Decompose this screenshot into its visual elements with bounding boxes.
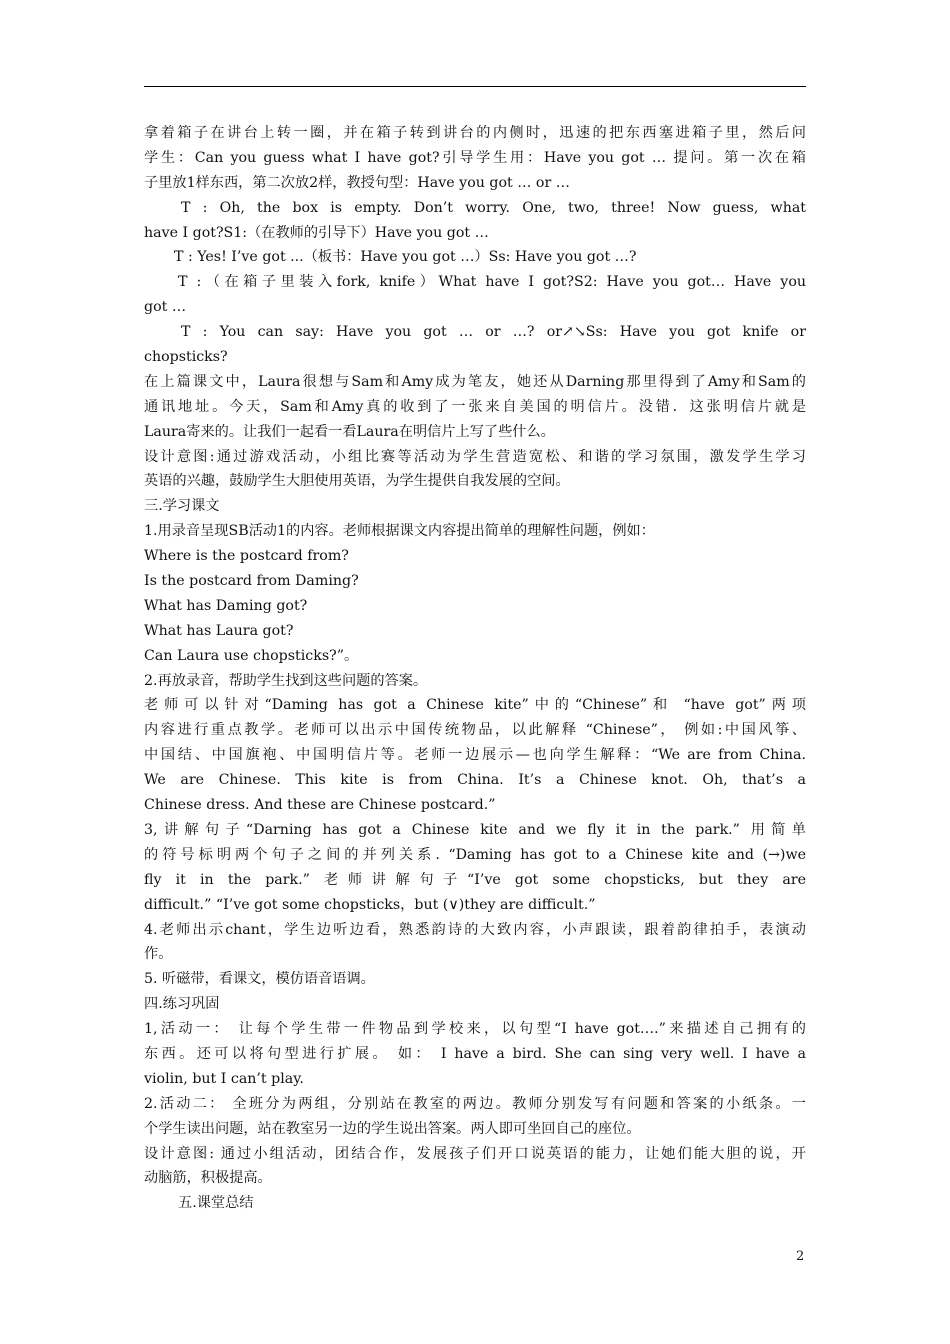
text-line: What has Daming got? — [144, 597, 308, 614]
text-line: 4.老师出示chant，学生边听边看，熟悉韵诗的大致内容，小声跟读，跟着韵律拍手，表演动 — [144, 921, 806, 938]
page-number: 2 — [796, 1249, 805, 1264]
text-line: got … — [144, 299, 187, 316]
text-line: Chinese dress. And these are Chinese postcard.” — [144, 797, 496, 814]
text-line: fly it in the park.” 老师讲解句子“I’ve got some chopsticks, but they are — [144, 871, 806, 888]
text-line: chopsticks? — [144, 349, 228, 366]
text-line: difficult.” “I’ve got some chopsticks，but (∨)they are difficult.” — [144, 896, 596, 913]
text-line: 五.课堂总结 — [178, 1195, 254, 1212]
text-line: 作。 — [144, 946, 173, 963]
text-line: 内容进行重点教学。老师可以出示中国传统物品，以此解释 “Chinese”， 例如:中国风筝、 — [144, 722, 806, 739]
text-line: 2.再放录音，帮助学生找到这些问题的答案。 — [144, 672, 428, 689]
text-line: Is the postcard from Daming? — [144, 573, 359, 590]
text-line: 老师可以针对“Daming has got a Chinese kite”中的“Chinese”和 “have got”两项 — [144, 697, 806, 714]
text-line: T : Yes! I’ve got ...（板书：Have you got …）Ss: Have you got …? — [174, 249, 637, 266]
text-line: Can Laura use chopsticks?”。 — [144, 647, 359, 664]
text-line: 5. 听磁带，看课文，模仿语音语调。 — [144, 971, 375, 988]
text-line: T :（在箱子里装入fork, knife）What have I got?S2: Have you got… Have you — [178, 274, 806, 291]
text-line: 在上篇课文中，Laura很想与Sam和Amy成为笔友，她还从Darning那里得到了Amy和Sam的 — [144, 373, 806, 390]
text-line: 3,讲解句子“Darning has got a Chinese kite and we fly it in the park.” 用简单 — [144, 821, 806, 838]
text-line: Where is the postcard from? — [144, 548, 349, 565]
text-line: 四.练习巩固 — [144, 996, 220, 1013]
text-line: 中国结、中国旗袍、中国明信片等。老师一边展示—也向学生解释：“We are from China. — [144, 747, 806, 764]
text-line: 的符号标明两个句子之间的并列关系. “Daming has got to a Chinese kite and (→)we — [144, 846, 806, 863]
text-line: 三.学习课文 — [144, 498, 220, 515]
text-line: violin, but I can’t play. — [144, 1070, 304, 1087]
text-line: 通讯地址。今天，Sam和Amy真的收到了一张来自美国的明信片。没错．这张明信片就是 — [144, 398, 806, 415]
text-line: 2.活动二： 全班分为两组，分别站在教室的两边。教师分别发写有问题和答案的小纸条。一 — [144, 1095, 806, 1112]
text-line: 个学生读出问题，站在教室另一边的学生说出答案。两人即可坐回自己的座位。 — [144, 1120, 641, 1137]
text-line: What has Laura got? — [144, 622, 294, 639]
text-line: T : Oh, the box is empty. Don’t worry. One, two, three! Now guess, what — [181, 199, 806, 216]
text-line: 学生：Can you guess what I have got?引导学生用：Have you got … 提问。第一次在箱 — [144, 149, 806, 166]
text-line: 东西。还可以将句型进行扩展。 如： I have a bird. She can sing very well. I have a — [144, 1045, 806, 1062]
text-line: 1.用录音呈现SB活动1的内容。老师根据课文内容提出简单的理解性问题，例如： — [144, 523, 655, 540]
text-line: 设计意图:通过游戏活动，小组比赛等活动为学生营造宽松、和谐的学习氛围，激发学生学习 — [144, 448, 806, 465]
text-line: have I got?S1:（在教师的引导下）Have you got … — [144, 224, 489, 241]
text-line: 设计意图: 通过小组活动，团结合作，发展孩子们开口说英语的能力，让她们能大胆的说，开 — [144, 1145, 806, 1162]
text-line: 动脑筋，积极提高。 — [144, 1170, 272, 1187]
header-rule — [144, 86, 806, 87]
text-line: We are Chinese. This kite is from China. It’s a Chinese knot. Oh, that’s a — [144, 772, 806, 789]
text-line: 子里放1样东西，第二次放2样，教授句型：Have you got … or … — [144, 174, 570, 191]
document-body — [144, 121, 806, 1216]
text-line: T : You can say: Have you got … or …? or↗↘Ss: Have you got knife or — [181, 324, 806, 341]
text-line: 拿着箱子在讲台上转一圈，并在箱子转到讲台的内侧时，迅速的把东西塞进箱子里，然后问 — [144, 125, 806, 141]
text-line: 英语的兴趣，鼓励学生大胆使用英语，为学生提供自我发展的空间。 — [144, 473, 570, 490]
text-line: Laura寄来的。让我们一起看一看Laura在明信片上写了些什么。 — [144, 423, 555, 440]
text-line: 1,活动一： 让每个学生带一件物品到学校来，以句型“I have got….”来描述自己拥有的 — [144, 1021, 806, 1038]
